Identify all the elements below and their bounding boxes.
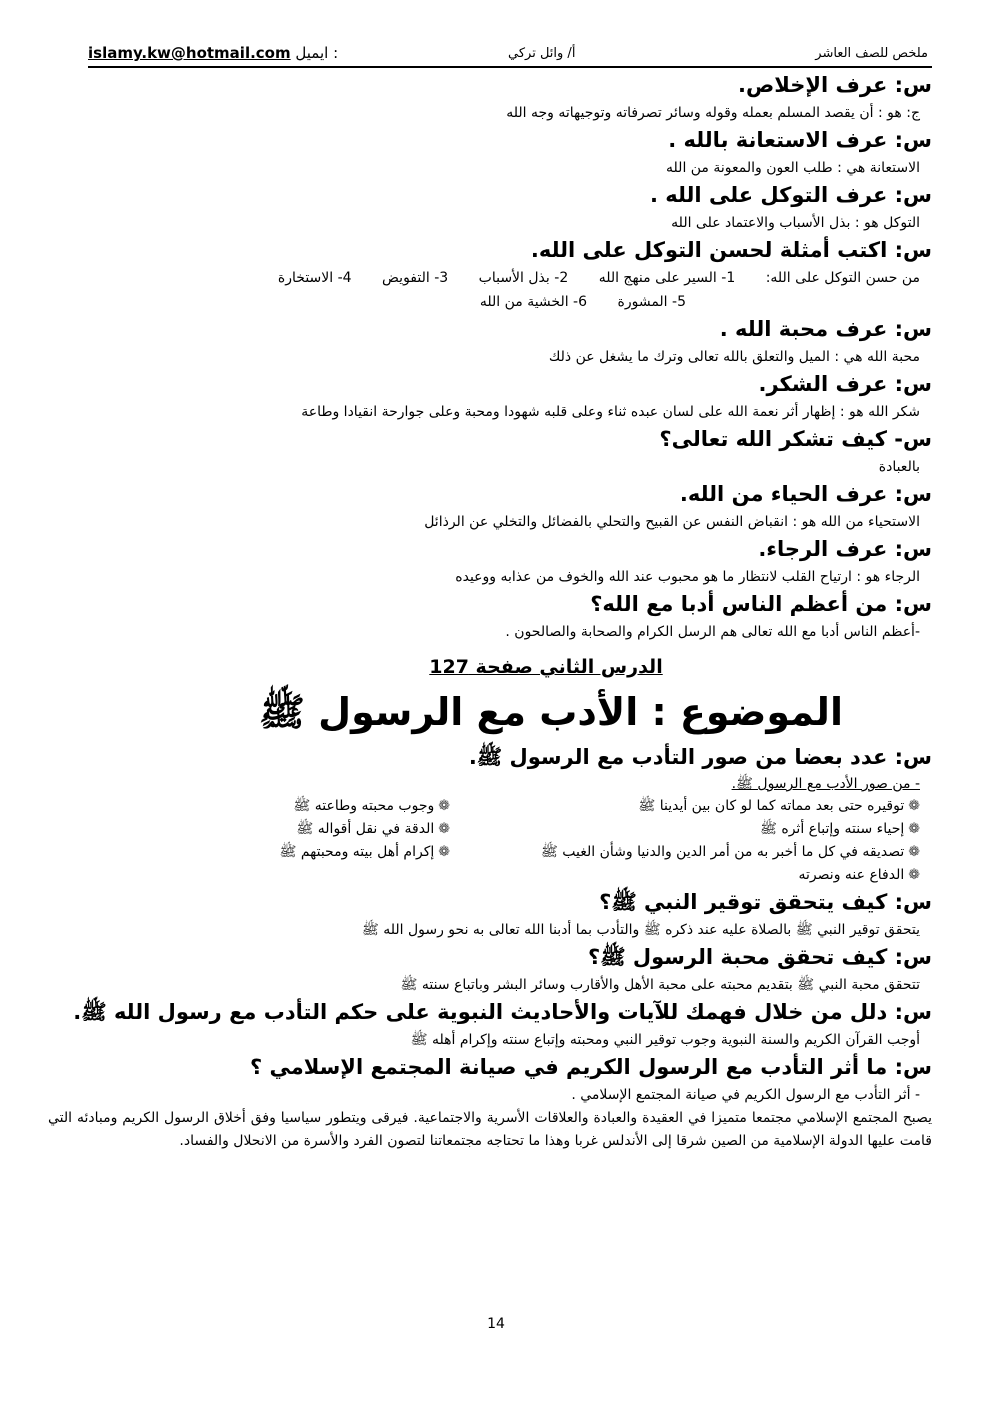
question-tawakkul: س: عرف التوكل على الله . [649,183,932,207]
answer-most-polite: -أعظم الناس أدبا مع الله تعالى هم الرسل الكرام والصحابة والصالحون . [505,624,920,640]
question-effect: س: ما أثر التأدب مع الرسول الكريم في صيانة المجتمع الإسلامي ؟ [249,1055,932,1079]
example-item: 3- التفويض [382,270,449,286]
answer-mahabba: محبة الله هي : الميل والتعلق بالله تعالى وترك ما يشغل عن ذلك [548,349,920,365]
flower-bullet-icon: ❁ [438,798,450,814]
examples-line-2 [40,290,686,314]
question-istiana: س: عرف الاستعانة بالله . [668,128,932,152]
question-how-thank: س- كيف تشكر الله تعالى؟ [659,427,932,451]
answer-hayaa: الاستحياء من الله هو : انقباض النفس عن القبيح والتحلي بالفضائل والتخلي عن الرذائل [424,514,920,530]
topic-title: الموضوع : الأدب مع الرسول ﷺ [259,690,843,734]
page-header [88,42,932,68]
answer-ruling: أوجب القرآن الكريم والسنة النبوية وجوب توقير النبي ومحبته وإتباع سنته وإكرام أهله ﷺ [410,1032,920,1048]
question-mahabba: س: عرف محبة الله . [719,317,932,341]
forms-column-left [50,795,450,887]
flower-bullet-icon: ❁ [908,798,920,814]
header-email [88,44,338,62]
example-item: 6- الخشية من الله [479,294,588,310]
examples-line-1 [40,266,920,290]
answer-istiana: الاستعانة هي : طلب العون والمعونة من الله [666,160,920,176]
email-address[interactable]: islamy.kw@hotmail.com [88,44,291,62]
question-ruling: س: دلل من خلال فهمك للآيات والأحاديث النبوية على حكم التأدب مع رسول الله ﷺ. [73,1000,932,1024]
list-item: ❁إحياء سنته وإتباع أثره ﷺ [760,821,920,837]
lesson-title: الدرس الثاني صفحة 127 [429,656,663,678]
header-teacher: أ/ وائل تركي [508,46,576,61]
question-tawakkul-examples: س: اكتب أمثلة لحسن التوكل على الله. [530,238,932,262]
question-hayaa: س: عرف الحياء من الله. [679,482,932,506]
page-content [40,70,932,1153]
question-forms: س: عدد بعضا من صور التأدب مع الرسول ﷺ. [468,745,932,769]
example-item: 4- الاستخارة [277,270,352,286]
flower-bullet-icon: ❁ [908,867,920,883]
answer-ikhlas: ج: هو : أن يقصد المسلم بعمله وقوله وسائر تصرفاته وتوجيهاته وجه الله [506,105,920,121]
forms-list [40,795,920,887]
flower-bullet-icon: ❁ [908,821,920,837]
forms-subtitle: - من صور الأدب مع الرسول ﷺ. [731,776,920,792]
question-shukr: س: عرف الشكر. [758,372,932,396]
example-item: 5- المشورة [617,294,686,310]
flower-bullet-icon: ❁ [438,844,450,860]
list-item: ❁تصديقه في كل ما أخبر به من أمر الدين والدنيا وشأن الغيب ﷺ [540,844,920,860]
answer-tawqir: يتحقق توقير النبي ﷺ بالصلاة عليه عند ذكره ﷺ والتأدب بما أدبنا الله تعالى به نحو رسول الله ﷺ [361,922,920,938]
email-label: ايميل : [295,44,339,62]
answer-shukr: شكر الله هو : إظهار أثر نعمة الله على لسان عبده ثناء وعلى قلبه شهودا ومحبة وعلى جوارحة انقيادا وطاعة [301,404,920,420]
example-item: 1- السير على منهج الله [598,270,736,286]
flower-bullet-icon: ❁ [438,821,450,837]
list-item: ❁الدفاع عنه ونصرته [798,867,920,883]
answer-prophet-love: تتحقق محبة النبي ﷺ بتقديم محبته على محبة الأهل والأقارب وسائر البشر وباتباع سنته ﷺ [400,977,920,993]
question-most-polite: س: من أعظم الناس أدبا مع الله؟ [590,592,932,616]
answer-tawakkul: التوكل هو : بذل الأسباب والاعتماد على الله [671,215,920,231]
flower-bullet-icon: ❁ [908,844,920,860]
forms-column-right [450,795,920,887]
question-ikhlas: س: عرف الإخلاص. [738,73,932,97]
answer-how-thank: بالعبادة [878,459,920,475]
list-item: ❁وجوب محبته وطاعته ﷺ [293,798,450,814]
answer-rajaa: الرجاء هو : ارتياح القلب لانتظار ما هو محبوب عند الله والخوف من عذابه ووعيده [455,569,920,585]
question-rajaa: س: عرف الرجاء. [758,537,932,561]
question-tawqir: س: كيف يتحقق توقير النبي ﷺ؟ [599,890,932,914]
list-item: ❁إكرام أهل بيته ومحبتهم ﷺ [279,844,450,860]
examples-intro: من حسن التوكل على الله: [765,270,920,286]
effect-intro: - أثر التأدب مع الرسول الكريم في صيانة المجتمع الإسلامي . [571,1087,920,1103]
page-number: 14 [487,1316,505,1332]
header-course: ملخص للصف العاشر [815,46,928,61]
list-item: ❁الدقة في نقل أقواله ﷺ [296,821,450,837]
effect-paragraph: يصبح المجتمع الإسلامي مجتمعا متميزا في العقيدة والعبادة والعلاقات الأسرية والاجتماعية. فيرقى ويتطور سياسيا وفق أخلاق الرسول الكريم ومبادئه التي قامت عليها الدولة الإسلامية من الصين شرقا إلى الأندلس غربا وهذا ما تحتاجه مجتمعاتنا لتصون الفرد والأسرة من الانحلال والفساد. [48,1110,932,1149]
example-item: 2- بذل الأسباب [478,270,569,286]
list-item: ❁توقيره حتى بعد مماته كما لو كان بين أيدينا ﷺ [638,798,920,814]
question-prophet-love: س: كيف تحقق محبة الرسول ﷺ؟ [588,945,932,969]
